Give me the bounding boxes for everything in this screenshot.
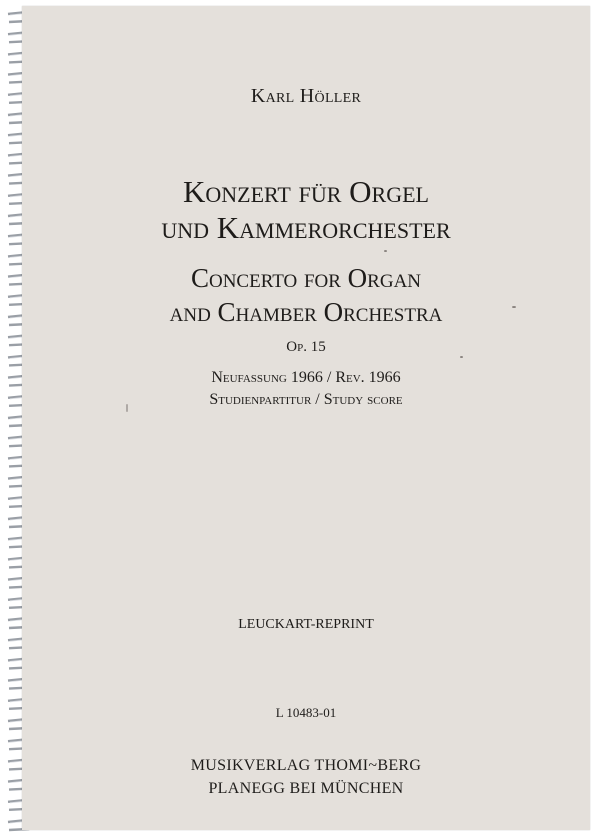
title-german-line-1: Konzert für Orgel [183,174,429,209]
publisher-name: MUSIKVERLAG THOMI~BERG [190,757,422,774]
paper-speck [512,306,516,308]
title-english-line-1: Concerto for Organ [190,263,422,293]
composer-name: Karl Höller [250,85,362,107]
score-cover-page [22,6,590,830]
title-english-line-2: and Chamber Orchestra [169,297,443,327]
edition-info-line-1: Neufassung 1966 / Rev. 1966 [211,369,401,386]
catalog-number: L 10483-01 [275,705,337,720]
publisher-location: PLANEGG BEI MÜNCHEN [208,780,404,797]
paper-speck [126,404,128,412]
edition-info-line-2: Studienpartitur / Study score [209,391,403,408]
opus-number: Op. 15 [286,339,326,355]
paper-speck [460,356,463,358]
reprint-label: LEUCKART-REPRINT [238,617,374,632]
title-german-line-2: und Kammerorchester [161,210,451,245]
paper-speck [384,250,387,252]
